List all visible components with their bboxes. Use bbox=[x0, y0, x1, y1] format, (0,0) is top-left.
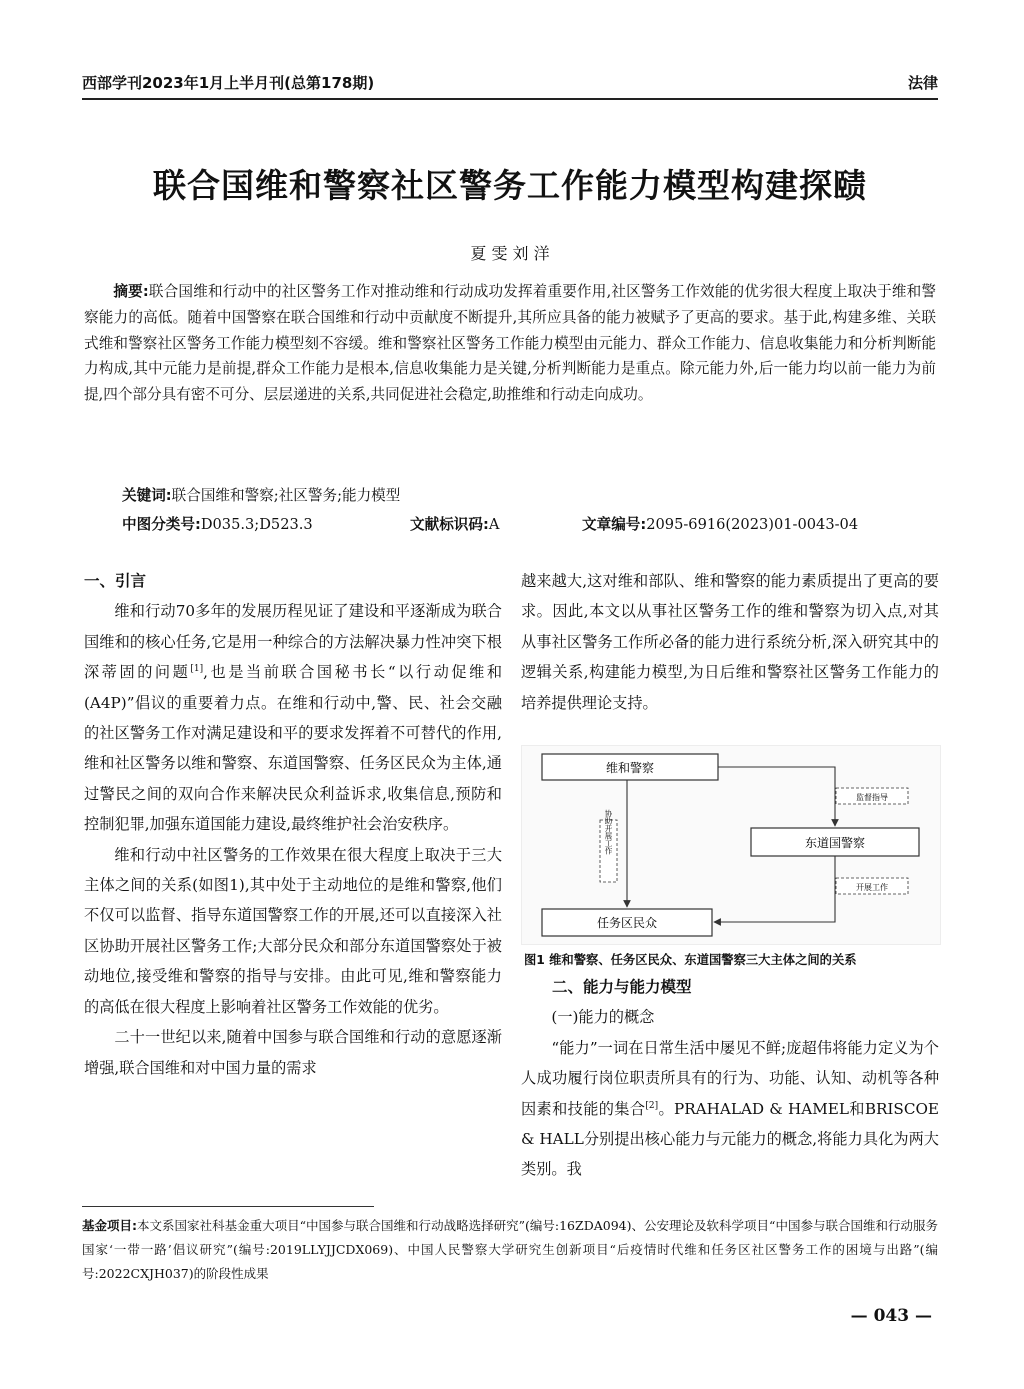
doc-label: 文献标识码: bbox=[410, 516, 489, 533]
figure-1 bbox=[521, 745, 941, 945]
node-local-people-label: 任务区民众 bbox=[596, 916, 658, 930]
left-column bbox=[84, 566, 502, 1083]
abstract-text: 联合国维和行动中的社区警务工作对推动维和行动成功发挥着重要作用,社区警务工作效能的优劣很大程度上取决于维和警察能力的高低。随着中国警察在联合国维和行动中贡献度不断提升,其所应具备的能力被赋予了更高的要求。基于此,构建多维、关联式维和警察社区警务工作能力模型刻不容缓。维和警察社区警务工作能力模型由元能力、群众工作能力、信息收集能力和分析判断能力构成,其中元能力是前提,群众工作能力是根本,信息收集能力是关键,分析判断能力是重点。除元能力外,后一能力均以前一能力为前提,四个部分具有密不可分、层层递进的关系,共同促进社会稳定,助推维和行动走向成功。 bbox=[84, 283, 936, 404]
article-number bbox=[582, 513, 858, 534]
article-title: 联合国维和警察社区警务工作能力模型构建探赜 bbox=[153, 166, 867, 205]
keywords-label: 关键词: bbox=[122, 487, 172, 504]
section-heading-ability: 二、能力与能力模型 bbox=[552, 978, 692, 996]
paragraph: 二十一世纪以来,随着中国参与联合国维和行动的意愿逐渐增强,联合国维和对中国力量的需求 bbox=[84, 1028, 502, 1077]
paragraph-text: “能力”一词在日常生活中屡见不鲜;庞超伟将能力定义为个人成功履行岗位职责所具有的行为、功能、认知、动机等各种因素和技能的集合 bbox=[521, 1038, 939, 1118]
clc-value: D035.3;D523.3 bbox=[200, 516, 313, 533]
art-value: 2095-6916(2023)01-0043-04 bbox=[646, 516, 859, 533]
journal-name: 西部学刊2023年1月上半月刊(总第178期) bbox=[82, 74, 375, 92]
node-host-police-label: 东道国警察 bbox=[804, 836, 866, 850]
paragraph-text: 。PRAHALAD & HAMEL和BRISCOE & HALL分别提出核心能力与元能力的概念,将能力具化为两大类别。我 bbox=[521, 1099, 939, 1179]
citation-ref: [1] bbox=[190, 664, 204, 675]
subsection-heading: (一)能力的概念 bbox=[551, 1008, 655, 1027]
authors: 夏 雯 刘 洋 bbox=[470, 244, 550, 263]
figure-caption: 图1 维和警察、任务区民众、东道国警察三大主体之间的关系 bbox=[524, 953, 857, 967]
paragraph-text: ,也是当前联合国秘书长“以行动促维和(A4P)”倡议的重要着力点。在维和行动中,警、民、社会交融的社区警务工作对满足建设和平的要求发挥着不可替代的作用,维和社区警务以维和警察、东道国警察、任务区民众为主体,通过警民之间的双向合作来解决民众利益诉求,收集信息,预防和控制犯罪,加强东道国能力建设,最终维护社会治安秩序。 bbox=[84, 663, 503, 834]
right-column-bottom bbox=[521, 972, 939, 1185]
abstract bbox=[84, 279, 936, 408]
citation-ref: [2] bbox=[645, 1100, 659, 1111]
right-column-top bbox=[521, 566, 939, 718]
paragraph-text: 维和行动70多年的发展历程见证了建设和平逐渐成为联合国维和的核心任务,它是用一种综合的方法解决暴力性冲突下根深蒂固的问题 bbox=[84, 602, 502, 682]
relationship-diagram bbox=[522, 746, 940, 944]
keywords bbox=[122, 484, 400, 505]
abstract-label: 摘要: bbox=[113, 283, 149, 300]
section-name: 法律 bbox=[907, 74, 938, 92]
label-assist: 协助开展工作 bbox=[604, 809, 613, 855]
keywords-text: 联合国维和警察;社区警务;能力模型 bbox=[171, 487, 401, 504]
paragraph bbox=[521, 1033, 939, 1185]
header-rule bbox=[82, 98, 938, 100]
label-carry: 开展工作 bbox=[856, 883, 888, 892]
paragraph bbox=[84, 596, 502, 839]
clc-label: 中图分类号: bbox=[122, 516, 201, 533]
document-code bbox=[410, 513, 499, 534]
label-supervise: 监督指导 bbox=[856, 793, 888, 802]
paragraph: 维和行动中社区警务的工作效果在很大程度上取决于三大主体之间的关系(如图1),其中处于主动地位的是维和警察,他们不仅可以监督、指导东道国警察工作的开展,还可以直接深入社区协助开展社区警务工作;大部分民众和部分东道国警察处于被动地位,接受维和警察的指导与安排。由此可见,维和警察能力的高低在很大程度上影响着社区警务工作效能的优劣。 bbox=[84, 845, 502, 1016]
running-header bbox=[82, 72, 938, 98]
page-number: — 043 — bbox=[850, 1306, 932, 1326]
arrow-supervise bbox=[718, 767, 835, 826]
art-label: 文章编号: bbox=[582, 516, 647, 533]
arrow-carry-out bbox=[714, 856, 835, 922]
paragraph: 越来越大,这对维和部队、维和警察的能力素质提出了更高的要求。因此,本文以从事社区警务工作的维和警察为切入点,对其从事社区警务工作所必备的能力进行系统分析,深入研究其中的逻辑关系,构建能力模型,为日后维和警察社区警务工作能力的培养提供理论支持。 bbox=[521, 572, 939, 712]
footnote-rule bbox=[82, 1206, 374, 1207]
funding-footnote bbox=[82, 1214, 938, 1286]
footnote-label: 基金项目: bbox=[82, 1218, 138, 1233]
footnote-text: 本文系国家社科基金重大项目“中国参与联合国维和行动战略选择研究”(编号:16ZDA094)、公安理论及软科学项目“中国参与联合国维和行动服务国家‘一带一路’倡议研究”(编号:2019LLYJJCDX069)、中国人民警察大学研究生创新项目“后疫情时代维和任务区社区警务工作的困境与出路”(编号:2022CXJH037)的阶段性成果 bbox=[82, 1218, 939, 1281]
node-peacekeeping-police-label: 维和警察 bbox=[605, 761, 655, 775]
section-heading-intro: 一、引言 bbox=[84, 572, 147, 590]
clc-number bbox=[122, 513, 313, 534]
doc-value: A bbox=[488, 516, 500, 533]
